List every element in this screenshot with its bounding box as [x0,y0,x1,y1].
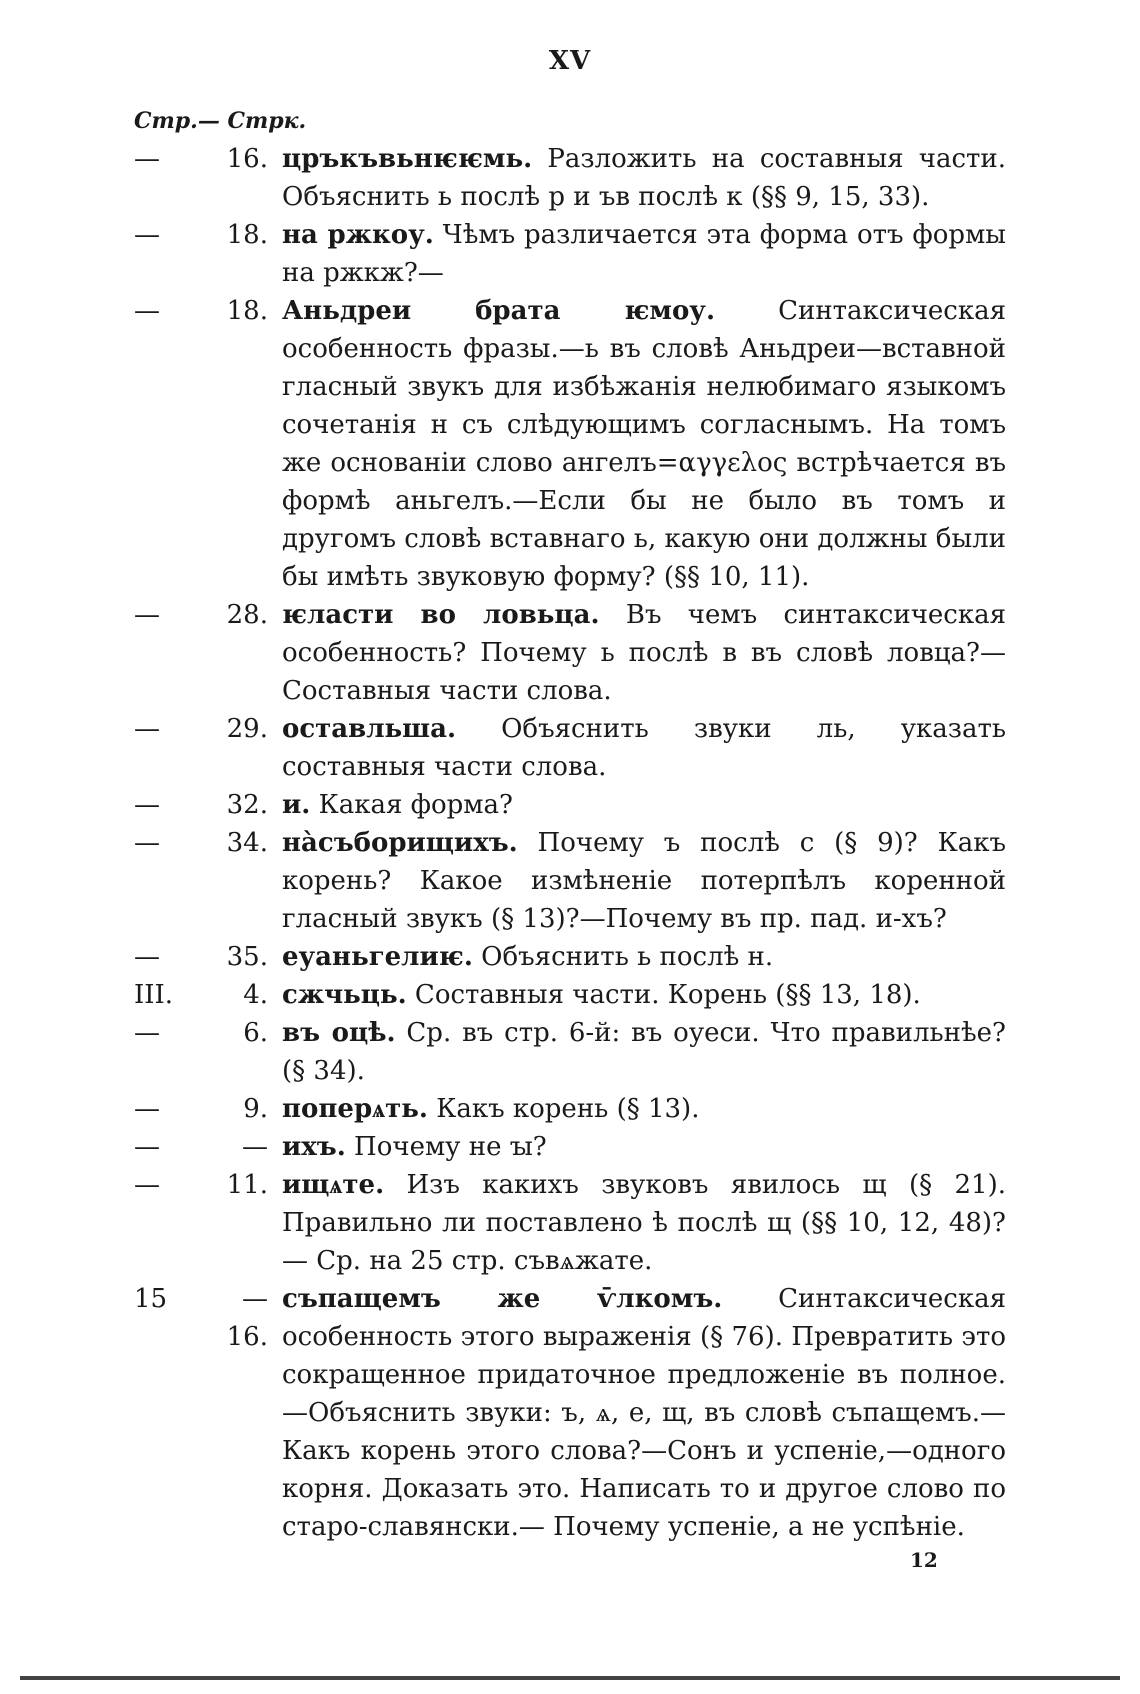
entry-page: 15 [134,1284,168,1314]
entry-page: — [134,1094,160,1124]
entry-line: 16. [226,144,268,174]
entry-line: 29. [226,714,268,744]
page-number: XV [548,46,592,76]
entry-line: 9. [243,1094,268,1124]
bottom-rule [20,1676,1120,1680]
entry-headword: Аньдреи брата ѥмоу. [282,296,715,326]
entry-text [282,292,1006,596]
entry-row [130,1128,1006,1166]
entry-page: III. [134,980,174,1010]
entry-comment: Чѣмъ различается эта форма отъ формы на ржкж?— [282,220,1006,288]
entry-comment: Ср. въ стр. 6-й: въ оуеси. Что правильнѣе? (§ 34). [282,1018,1006,1086]
entry-row [130,786,1006,824]
entry-headword: еуаньгелиѥ. [282,942,473,972]
entry-headword: на̀съборищихъ. [282,828,518,858]
entry-headword: на ржкоу. [282,220,434,250]
entry-line: 11. [226,1170,268,1200]
entry-comment: Какъ корень (§ 13). [427,1094,700,1124]
entry-headword: поперѧть. [282,1094,428,1124]
entry-comment: Объяснить ь послѣ н. [472,942,774,972]
entry-headword: ѥласти во ловьца. [282,600,600,630]
entry-text [282,976,1006,1014]
entry-line: 28. [226,600,268,630]
entry-line: 32. [226,790,268,820]
entry-comment: Въ чемъ синтаксическая особенность? Почему ь послѣ в въ словѣ ловца?—Составныя части слова. [282,600,1006,706]
entry-comment: Объяснить звуки ль, указать составныя части слова. [282,714,1006,782]
entry-row [130,976,1006,1014]
entry-row [130,292,1006,596]
entry-headword: ищѧте. [282,1170,385,1200]
entry-text [282,786,1006,824]
entry-line: 6. [243,1018,268,1048]
entry-page: — [134,1170,160,1200]
entry-comment: Изъ какихъ звуковъ явилось щ (§ 21). Правильно ли поставлено ѣ послѣ щ (§§ 10, 12, 48)?— Ср. на 25 стр. съвѧжате. [282,1170,1006,1276]
entry-line: 35. [226,942,268,972]
entry-headword: въ оцѣ. [282,1018,396,1048]
entry-row [130,140,1006,216]
entry-text [282,1280,1006,1546]
entry-comment: Какая форма? [310,790,513,820]
entry-page: — [134,828,160,858]
entry-row [130,710,1006,786]
entry-comment: Почему не ꙑ? [345,1132,547,1162]
entry-headword: оставльша. [282,714,457,744]
entry-text [282,710,1006,786]
entry-line: 4. [243,980,268,1010]
entry-text [282,1090,1006,1128]
entry-headword: сжчьць. [282,980,407,1010]
signature-mark: 12 [910,1548,938,1572]
entry-text [282,824,1006,938]
entry-line: — [242,1132,268,1162]
entry-comment: Почему ъ послѣ с (§ 9)? Какъ корень? Какое измѣненіе потерпѣлъ коренной гласный звукъ (§ 13)?—Почему въ пр. пад. и-хъ? [282,828,1006,934]
entry-row [130,1090,1006,1128]
entry-row [130,824,1006,938]
entry-page: — [134,144,160,174]
entry-text [282,1128,1006,1166]
entry-line: 34. [226,828,268,858]
entry-comment: Синтаксическая особенность фразы.—ь въ словѣ Аньдреи—вставной гласный звукъ для избѣжанія нелюбимаго языкомъ сочетанія н съ слѣдующимъ согласнымъ. На томъ же основаніи слово ангелъ=αγγελος встрѣчается въ формѣ аньгелъ.—Если бы не было въ томъ и другомъ словѣ вставнаго ь, какую они должны были бы имѣть звуковую форму? (§§ 10, 11). [282,296,1006,592]
entry-headword: и. [282,790,311,820]
entry-page: — [134,1018,160,1048]
entry-page: — [134,942,160,972]
entry-line: 18. [226,296,268,326]
entries-list [130,140,1006,1546]
entry-row [130,1014,1006,1090]
entry-page: — [134,296,160,326]
entry-text [282,596,1006,710]
entry-text [282,1166,1006,1280]
entry-row [130,938,1006,976]
entry-row [130,596,1006,710]
entry-row [130,1166,1006,1280]
entry-headword: съпащемъ же ѵ̄лкомъ. [282,1284,723,1314]
entry-line: —16. [226,1284,268,1352]
entry-text [282,140,1006,216]
entry-row [130,1280,1006,1546]
entry-headword: ихъ. [282,1132,346,1162]
entry-page: — [134,1132,160,1162]
entry-page: — [134,600,160,630]
entry-row [130,216,1006,292]
entry-comment: Синтаксическая особенность этого выраженія (§ 76). Превратить это сокращенное придаточное предложеніе въ полное.—Объяснить звуки: ъ, ѧ, е, щ, въ словѣ съпащемъ.—Какъ корень этого слова?—Сонъ и успеніе,—одного корня. Доказать это. Написать то и другое слово по старо-славянски.— Почему успеніе, а не успѣніе. [282,1284,1006,1542]
entry-text [282,938,1006,976]
entry-comment: Составныя части. Корень (§§ 13, 18). [406,980,921,1010]
column-header: Стр.— Стрк. [134,108,307,134]
entry-headword: цръкъвьнѥѥмь. [282,144,533,174]
entry-text [282,1014,1006,1090]
entry-page: — [134,714,160,744]
entry-page: — [134,220,160,250]
entry-comment: Разложить на составныя части. Объяснить ь послѣ р и ъв послѣ к (§§ 9, 15, 33). [282,144,1006,212]
entry-text [282,216,1006,292]
entry-page: — [134,790,160,820]
entry-line: 18. [226,220,268,250]
